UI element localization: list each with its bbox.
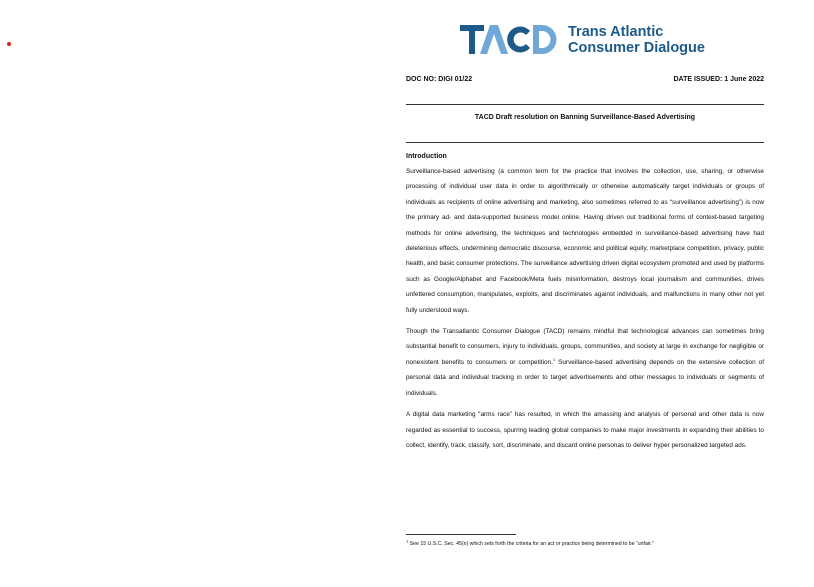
document-page bbox=[406, 0, 764, 587]
logo-line-1: Trans Atlantic bbox=[568, 24, 664, 40]
paragraph-2-part-1: Though the Transatlantic Consumer Dialogue (TACD) remains mindful that technological advances can sometimes bring substantial benefit to consumers, injury to individuals, groups, communities, and society at large in exchange for negligible or nonexistent benefits to consumers or competition. bbox=[406, 328, 764, 366]
tacd-logo-graphic bbox=[460, 22, 560, 56]
paragraph-2 bbox=[406, 324, 764, 401]
doc-meta bbox=[406, 76, 764, 83]
introduction-heading: Introduction bbox=[406, 153, 447, 160]
title-rule bbox=[406, 142, 764, 143]
logo-line-2: Consumer Dialogue bbox=[568, 40, 705, 56]
red-dot-mark bbox=[7, 42, 11, 46]
footnote bbox=[406, 540, 764, 548]
paragraph-1: Surveillance-based advertising (a common term for the practice that involves the collection, use, sharing, or otherwise processing of individual user data in order to algorithmically or otherwise automatically target individuals or groups of individuals as recipients of online advertising and marketing, also sometimes referred to as “surveillance advertising”) is now the primary ad- and data-supported business model online. Having driven out traditional forms of context-based targeting methods for online advertising, the techniques and technologies embedded in surveillance-based advertising have had deleterious effects, undermining democratic discourse, economic and political equity, marketplace competition, privacy, public health, and basic consumer protections. The surveillance advertising driven digital ecosystem promoted and used by platforms such as Google/Alphabet and Facebook/Meta fuels misinformation, destroys local journalism and communities, drives unfettered consumption, manipulates, exploits, and discriminates against individuals, and malfunctions in many other not yet fully understood ways. bbox=[406, 168, 764, 314]
tacd-logo bbox=[460, 22, 720, 58]
doc-number: DOC NO: DIGI 01/22 bbox=[406, 76, 473, 83]
top-rule bbox=[406, 104, 764, 105]
paragraph-3: A digital data marketing “arms race” has resulted, in which the amassing and analysis of personal and other data is now regarded as essential to success, spurring leading global companies to make major investments in expanding their abilities to collect, identify, track, classify, sort, discriminate, and discard online personas to deliver hyper personalized targeted ads. bbox=[406, 411, 764, 449]
footnote-marker: 1 bbox=[406, 538, 409, 544]
document-body bbox=[406, 152, 764, 459]
footnote-rule bbox=[406, 534, 516, 535]
document-title: TACD Draft resolution on Banning Surveillance-Based Advertising bbox=[474, 114, 696, 121]
date-issued: DATE ISSUED: 1 June 2022 bbox=[673, 76, 764, 83]
footnote-text: See 15 U.S.C. Sec. 45(n) which sets forth the criteria for an act or practice being determined to be “unfair.” bbox=[408, 541, 654, 547]
footnote-ref[interactable]: 1 bbox=[552, 356, 556, 362]
paragraph-2-part-2: Surveillance-based advertising depends on the extensive collection of personal data and individual tracking in order to target advertisements and other messages to individuals or segments of individuals. bbox=[406, 358, 765, 397]
